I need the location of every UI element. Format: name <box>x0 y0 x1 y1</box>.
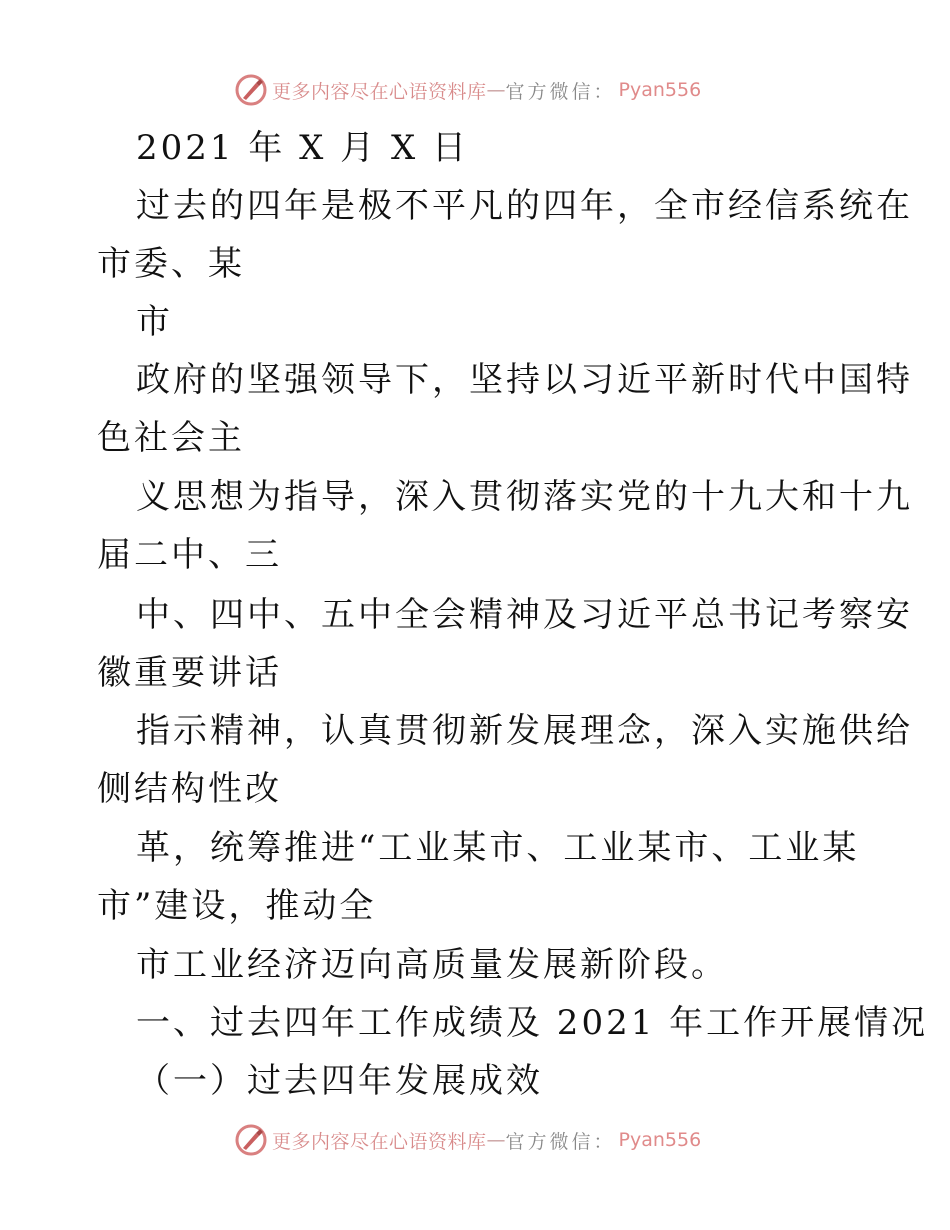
watermark-header <box>234 72 701 108</box>
watermark-brand: 更多内容尽在心语资料库 <box>272 80 487 103</box>
paragraph-line: 中、四中、五中全会精神及习近平总书记考察安 <box>136 595 913 635</box>
watermark-id: Pyan556 <box>618 79 702 101</box>
paragraph-line: 市工业经济迈向高质量发展新阶段。 <box>136 945 728 985</box>
watermark-footer <box>234 1122 701 1158</box>
watermark-official: 官方微信 <box>505 80 594 103</box>
pen-seal-icon <box>234 73 268 107</box>
paragraph-line: 过去的四年是极不平凡的四年，全市经信系统在 <box>136 186 913 226</box>
watermark-official: 官方微信 <box>505 1130 594 1153</box>
paragraph-line: 市”建设，推动全 <box>97 886 377 926</box>
paragraph-line: 届二中、三 <box>97 535 282 575</box>
paragraph-line: 市 <box>136 302 173 342</box>
watermark-separator: ： <box>593 80 613 103</box>
watermark-id: Pyan556 <box>618 1129 702 1151</box>
section-heading: 一、过去四年工作成绩及 2021 年工作开展情况 <box>136 1003 929 1043</box>
subsection-heading: （一）过去四年发展成效 <box>136 1061 543 1101</box>
paragraph-line: 色社会主 <box>97 418 245 458</box>
paragraph-line: 政府的坚强领导下，坚持以习近平新时代中国特 <box>136 360 913 400</box>
paragraph-line: 市委、某 <box>97 244 245 284</box>
pen-seal-icon <box>234 1123 268 1157</box>
paragraph-line: 徽重要讲话 <box>97 653 282 693</box>
watermark-brand: 更多内容尽在心语资料库 <box>272 1130 487 1153</box>
paragraph-line: 义思想为指导，深入贯彻落实党的十九大和十九 <box>136 477 913 517</box>
paragraph-line: 指示精神，认真贯彻新发展理念，深入实施供给 <box>136 711 913 751</box>
paragraph-line: 革，统筹推进“工业某市、工业某市、工业某 <box>136 828 860 868</box>
paragraph-line: 侧结构性改 <box>97 769 282 809</box>
date-line: 2021 年 X 月 X 日 <box>136 128 469 168</box>
watermark-dash: — <box>486 1129 506 1151</box>
watermark-separator: ： <box>593 1130 613 1153</box>
watermark-dash: — <box>486 79 506 101</box>
